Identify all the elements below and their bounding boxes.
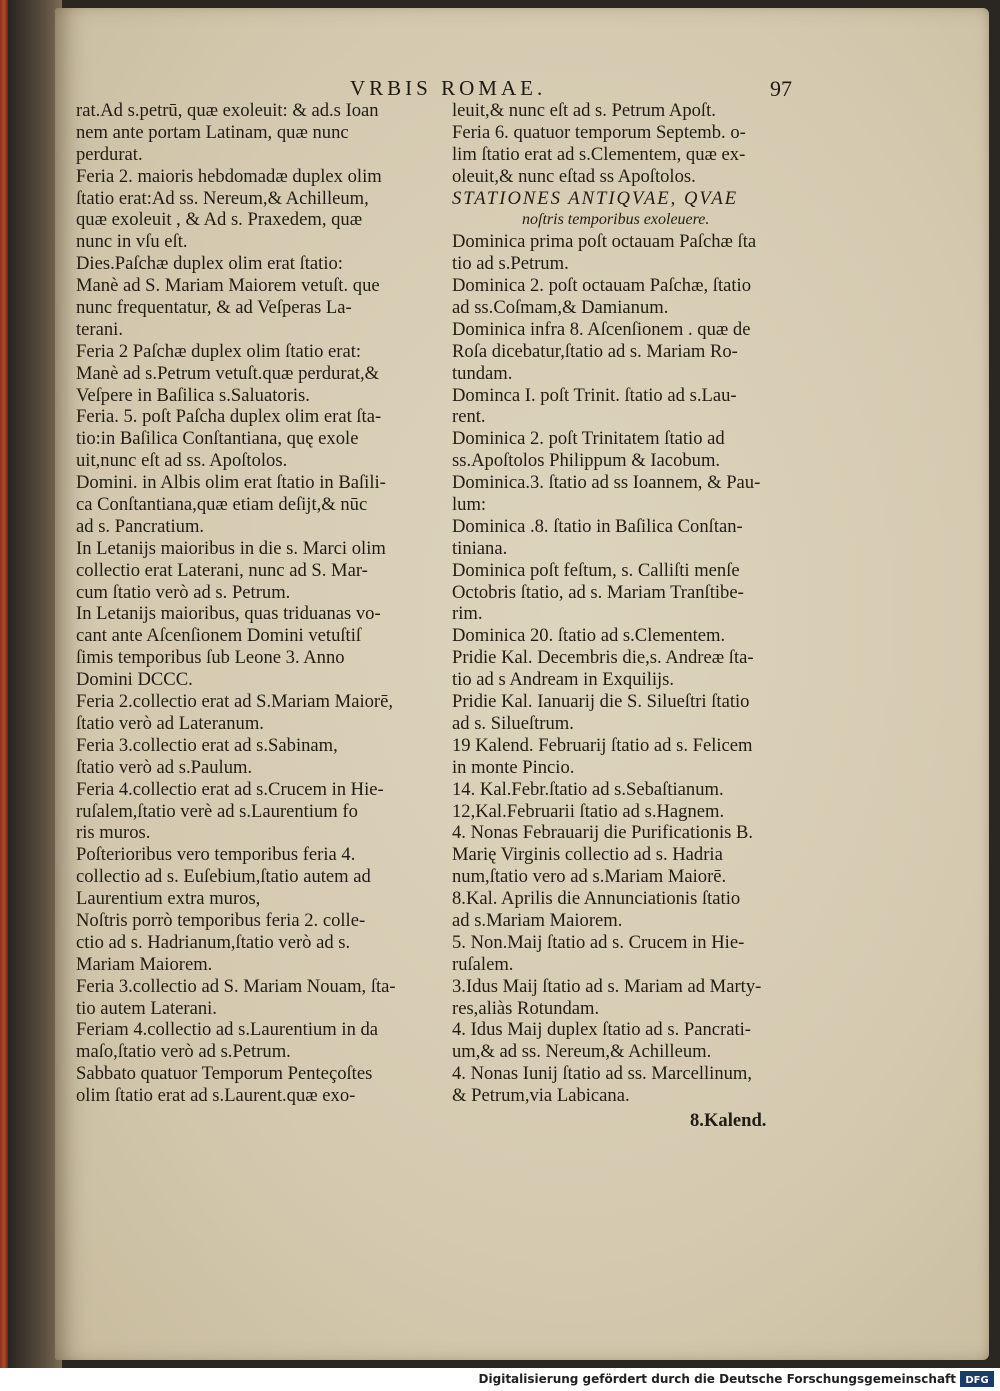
left-column-line: Domini. in Albis olim erat ſtatio in Baſili- xyxy=(76,472,386,494)
left-column-line: Feria. 5. poſt Paſcha duplex olim erat ſta- xyxy=(76,406,382,428)
left-column-line: nem ante portam Latinam, quæ nunc xyxy=(76,121,349,143)
right-column-line: 14. Kal.Febr.ſtatio ad s.Sebaſtianum. xyxy=(452,778,724,800)
left-column-line: tio autem Laterani. xyxy=(76,997,217,1019)
right-column-line: lum: xyxy=(452,494,487,516)
left-column-line: terani. xyxy=(76,318,123,340)
right-column-line: res,aliàs Rotundam. xyxy=(452,997,600,1019)
left-column-line: maſo,ſtatio verò ad s.Petrum. xyxy=(76,1041,291,1063)
right-column-line: Dominica 20. ſtatio ad s.Clementem. xyxy=(452,625,726,647)
left-column-line: Feria 2 Paſchæ duplex olim ſtatio erat: xyxy=(76,340,362,362)
dfg-logo-text: DFG xyxy=(965,1375,989,1386)
left-column-line: Feria 4.collectio erat ad s.Crucem in Hie- xyxy=(76,778,384,800)
right-column-line: 8.Kal. Aprilis die Annunciationis ſtatio xyxy=(452,888,741,910)
left-column-line: Sabbato quatuor Temporum Penteçoſtes xyxy=(76,1063,373,1085)
binding-edge xyxy=(0,0,8,1368)
left-column-line: In Letanijs maioribus in die s. Marci olim xyxy=(76,537,386,559)
right-column-line: 4. Nonas Febrauarij die Purificationis B. xyxy=(452,822,754,844)
right-column-line: tio ad s Andream in Exquilijs. xyxy=(452,669,675,691)
running-title: VRBIS ROMAE. xyxy=(350,76,547,100)
right-column-line: Dominica 2. poſt octauam Paſchæ, ſtatio xyxy=(452,275,751,297)
right-column-line: num,ſtatio vero ad s.Mariam Maiorē. xyxy=(452,866,727,888)
left-column-line: Feriam 4.collectio ad s.Laurentium in da xyxy=(76,1019,379,1041)
left-column-line: uit,nunc eſt ad ss. Apoſtolos. xyxy=(76,450,288,472)
book-binding xyxy=(0,0,62,1368)
right-column-line: rent. xyxy=(452,406,486,428)
left-column xyxy=(76,100,448,1107)
left-column-line: Feria 2.collectio erat ad S.Mariam Maiorē, xyxy=(76,691,394,713)
footer-bar xyxy=(0,1368,1000,1391)
left-column-line: ſtatio erat:Ad ss. Nereum,& Achilleum, xyxy=(76,187,369,209)
right-column-line: lim ſtatio erat ad s.Clementem, quæ ex- xyxy=(452,143,746,165)
right-column-line: 12,Kal.Februarii ſtatio ad s.Hagnem. xyxy=(452,800,725,822)
left-column-line: Manè ad s.Petrum vetuſt.quæ perdurat,& xyxy=(76,362,380,384)
left-column-line: Manè ad S. Mariam Maiorem vetuſt. que xyxy=(76,275,380,297)
right-column-line: Dominica.3. ſtatio ad ss Ioannem, & Pau- xyxy=(452,472,761,494)
page-number: 97 xyxy=(770,76,792,101)
left-column-line: Noſtris porrò temporibus feria 2. colle- xyxy=(76,909,366,931)
right-column-line: ad s.Mariam Maiorem. xyxy=(452,909,623,931)
left-column-line: Dies.Paſchæ duplex olim erat ſtatio: xyxy=(76,253,343,275)
left-column-line: quæ exoleuit , & Ad s. Praxedem, quæ xyxy=(76,209,363,231)
right-column xyxy=(452,100,812,1107)
right-column-line: Dominica 2. poſt Trinitatem ſtatio ad xyxy=(452,428,725,450)
left-column-line: Veſpere in Baſilica s.Saluatoris. xyxy=(76,384,310,406)
right-column-line: ad s. Silueſtrum. xyxy=(452,712,574,734)
right-column-line: tiniana. xyxy=(452,537,508,559)
right-column-line: Dominica poſt feſtum, s. Calliſti menſe xyxy=(452,559,740,581)
right-column-line: Dominica .8. ſtatio in Baſilica Conſtan- xyxy=(452,515,743,537)
right-column-line: ruſalem. xyxy=(452,953,514,975)
right-column-line: tio ad s.Petrum. xyxy=(452,253,569,275)
right-column-line: 4. Nonas Iunij ſtatio ad ss. Marcellinum, xyxy=(452,1063,753,1085)
left-column-line: Feria 2. maioris hebdomadæ duplex olim xyxy=(76,165,382,187)
left-column-line: ca Conſtantiana,quæ etiam deſijt,& nūc xyxy=(76,494,368,516)
left-column-line: ſtatio verò ad Lateranum. xyxy=(76,712,264,734)
left-column-line: tio:in Baſilica Conſtantiana, quę exole xyxy=(76,428,359,450)
right-column-line: Feria 6. quatuor temporum Septemb. o- xyxy=(452,121,746,143)
left-column-line: ſtatio verò ad s.Paulum. xyxy=(76,756,253,778)
left-column-line: ad s. Pancratium. xyxy=(76,515,205,537)
right-column-line: in monte Pincio. xyxy=(452,756,575,778)
funding-note: Digitalisierung gefördert durch die Deutsche Forschungsgemeinschaft xyxy=(478,1372,956,1386)
right-column-line: 5. Non.Maij ſtatio ad s. Crucem in Hie- xyxy=(452,931,745,953)
right-column-line: & Petrum,via Labicana. xyxy=(452,1085,630,1107)
left-column-line: collectio ad s. Euſebium,ſtatio autem ad xyxy=(76,866,371,888)
right-column-line: 3.Idus Maij ſtatio ad s. Mariam ad Marty- xyxy=(452,975,762,997)
right-column-line: Octobris ſtatio, ad s. Mariam Tranſtibe- xyxy=(452,581,744,603)
right-column-line: rim. xyxy=(452,603,483,625)
left-column-line: nunc frequentatur, & ad Veſperas La- xyxy=(76,297,352,319)
left-column-line: ris muros. xyxy=(76,822,151,844)
right-column-line: 4. Idus Maij duplex ſtatio ad s. Pancrati- xyxy=(452,1019,751,1041)
left-column-line: Laurentium extra muros, xyxy=(76,888,261,910)
right-column-line: 19 Kalend. Februarij ſtatio ad s. Felicem xyxy=(452,734,753,756)
left-column-line: Domini DCCC. xyxy=(76,669,193,691)
right-column-line: um,& ad ss. Nereum,& Achilleum. xyxy=(452,1041,712,1063)
right-column-line: Dominica prima poſt octauam Paſchæ ſta xyxy=(452,231,757,253)
left-column-line: cant ante Aſcenſionem Domini vetuſtiſ xyxy=(76,625,362,647)
left-column-line: Poſterioribus vero temporibus feria 4. xyxy=(76,844,356,866)
right-column-line: Dominica infra 8. Aſcenſionem . quæ de xyxy=(452,318,751,340)
left-column-line: rat.Ad s.petrū, quæ exoleuit: & ad.s Ioan xyxy=(76,100,379,121)
right-column-line: ss.Apoſtolos Philippum & Iacobum. xyxy=(452,450,721,472)
left-column-line: olim ſtatio erat ad s.Laurent.quæ exo- xyxy=(76,1085,356,1107)
right-column-line: tundam. xyxy=(452,362,513,384)
left-column-line: ctio ad s. Hadrianum,ſtatio verò ad s. xyxy=(76,931,351,953)
right-column-line: Pridie Kal. Decembris die,s. Andreæ ſta- xyxy=(452,647,754,669)
left-column-line: Feria 3.collectio ad S. Mariam Nouam, ſta- xyxy=(76,975,396,997)
left-column-line: perdurat. xyxy=(76,143,143,165)
catchword: 8.Kalend. xyxy=(690,1110,767,1131)
left-column-line: Mariam Maiorem. xyxy=(76,953,213,975)
right-column-line: Pridie Kal. Ianuarij die S. Silueſtri ſtatio xyxy=(452,691,750,713)
right-column-line: Dominca I. poſt Trinit. ſtatio ad s.Lau- xyxy=(452,384,737,406)
right-column-line: noſtris temporibus exoleuere. xyxy=(522,211,710,229)
right-column-line: leuit,& nunc eſt ad s. Petrum Apoſt. xyxy=(452,100,716,121)
right-column-line: Marię Virginis collectio ad s. Hadria xyxy=(452,844,723,866)
left-column-line: collectio erat Laterani, nunc ad S. Mar- xyxy=(76,559,368,581)
left-column-line: ſimis temporibus ſub Leone 3. Anno xyxy=(76,647,345,669)
right-column-line: oleuit,& nunc eſtad ss Apoſtolos. xyxy=(452,165,696,187)
right-column-line: STATIONES ANTIQVAE, QVAE xyxy=(452,187,739,209)
left-column-line: nunc in vſu eſt. xyxy=(76,231,188,253)
right-column-line: Roſa dicebatur,ſtatio ad s. Mariam Ro- xyxy=(452,340,738,362)
left-column-line: Feria 3.collectio erat ad s.Sabinam, xyxy=(76,734,338,756)
left-column-line: ruſalem,ſtatio verè ad s.Laurentium fo xyxy=(76,800,358,822)
right-column-line: ad ss.Coſmam,& Damianum. xyxy=(452,297,669,319)
dfg-logo xyxy=(960,1371,994,1387)
left-column-line: In Letanijs maioribus, quas triduanas vo- xyxy=(76,603,381,625)
left-column-line: cum ſtatio verò ad s. Petrum. xyxy=(76,581,291,603)
